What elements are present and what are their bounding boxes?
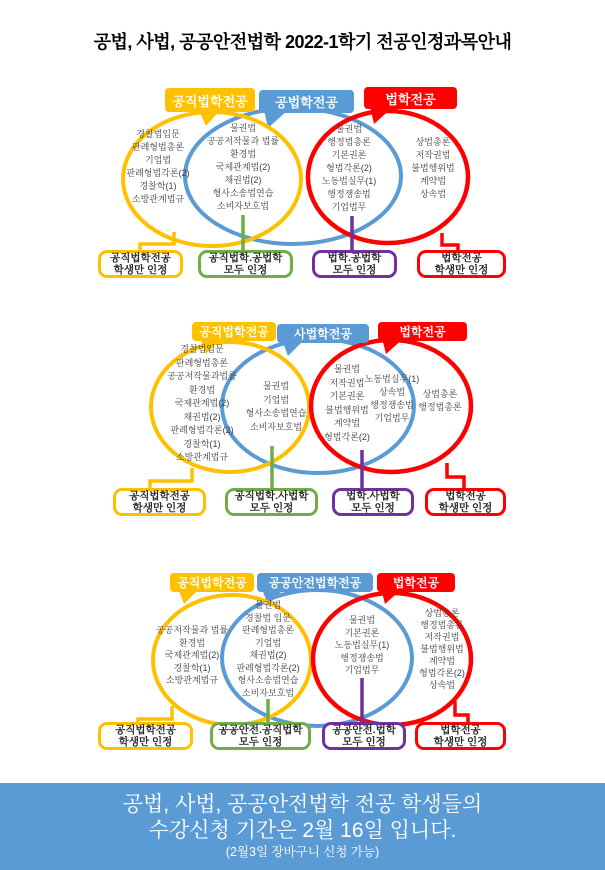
course-item: 물권법 (333, 364, 361, 374)
d1-note-beophak-only (417, 250, 506, 278)
note-line: 법학전공 (440, 723, 481, 736)
note-line: 공공안전.공직법학 (218, 723, 303, 736)
d3-note-gongjik-only (98, 722, 193, 750)
course-item: 물권법 (254, 600, 282, 610)
course-item: 소방관계법규 (175, 452, 229, 462)
course-item: 판례형법총론 (241, 625, 295, 635)
course-item: 소방관계법규 (131, 194, 185, 204)
course-item: 기업법 (144, 155, 172, 165)
d2-courses-middle-right-overlap-a (324, 363, 370, 444)
d3-note-beophak-only (415, 722, 506, 750)
course-item: 물권법 (262, 381, 290, 391)
d3-courses-right-only (419, 607, 465, 691)
banner-line-1: 공법, 사법, 공공안전법학 전공 학생들의 (122, 793, 483, 816)
course-item: 형사소송법연습 (245, 408, 307, 418)
d3-courses-middle-right-overlap (335, 614, 389, 677)
note-line: 법학전공 (441, 251, 482, 264)
d2-header-gongjik: 공직법학전공 (192, 322, 276, 341)
course-item: 행정법총론 (418, 402, 462, 412)
note-line: 법학.사법학 (346, 489, 400, 502)
course-item: 경찰학(1) (139, 181, 177, 191)
course-item: 행정법총론 (327, 137, 371, 147)
d2-header-sabeop: 사법학전공 (277, 324, 369, 343)
d3-courses-left-only (156, 624, 228, 687)
course-item: 경찰법입문 (180, 344, 224, 354)
note-line: 모두 인정 (332, 264, 377, 276)
note-line: 학생만 인정 (113, 264, 168, 276)
note-line: 공직법학.사법학 (234, 489, 309, 502)
course-item: 판례형법총론 (175, 357, 229, 368)
d2-header-beophak: 법학전공 (378, 322, 467, 341)
course-item: 환경법 (229, 149, 257, 159)
course-item: 계약법 (419, 176, 447, 186)
d1-gold-connector (140, 232, 174, 252)
d1-note-gongjik-only (98, 250, 183, 278)
course-item: 불법행위법 (411, 163, 455, 173)
note-line: 모두 인정 (238, 736, 283, 748)
d2-courses-left-only (167, 343, 237, 465)
page-title: 공법, 사법, 공공안전법학 2022-1학기 전공인정과목안내 (93, 32, 512, 52)
course-item: 국제관계법(2) (164, 650, 220, 660)
d3-courses-left-middle-overlap (236, 599, 299, 699)
d3-note-both-left (210, 722, 311, 750)
course-item: 노동법실무(1) (334, 640, 390, 650)
course-item: 공공저작물과법률 (167, 371, 237, 381)
course-item: 불법행위법 (325, 404, 369, 415)
d2-gold-connector (150, 468, 192, 490)
d1-note-both-right (312, 250, 397, 278)
note-line: 공직법학.공법학 (208, 251, 283, 264)
d1-courses-left-middle-overlap (207, 122, 279, 213)
course-item: 상속법 (419, 189, 447, 199)
course-item: 소비자보호법 (241, 687, 295, 698)
course-item: 물권법 (229, 123, 257, 133)
d3-header-gonggong-anjeon: 공공안전법학전공 (257, 573, 373, 592)
course-item: 기업법 (262, 394, 290, 405)
d2-note-beophak-only (425, 488, 506, 516)
course-item: 국제관계법(2) (215, 162, 271, 172)
course-item: 형법각론(2) (419, 668, 465, 678)
course-item: 판례형법각론(2) (170, 425, 234, 435)
d2-courses-right-only (418, 388, 461, 414)
course-item: 소비자보호법 (216, 201, 270, 211)
course-item: 형사소송법연습 (212, 188, 274, 198)
note-line: 공직법학전공 (129, 489, 190, 502)
d1-note-both-left (198, 250, 293, 278)
course-item: 계약법 (333, 418, 361, 428)
course-item: 기본권론 (344, 627, 380, 638)
d1-header-gongjik: 공직법학전공 (165, 88, 255, 112)
note-line: 모두 인정 (351, 502, 395, 514)
course-item: 채권법(2) (224, 175, 262, 185)
course-item: 채권법(2) (249, 650, 287, 660)
course-item: 물권법 (348, 615, 376, 625)
note-line: 모두 인정 (249, 502, 294, 514)
d3-header-gongjik: 공직법학전공 (170, 573, 254, 592)
note-line: 공직법학전공 (110, 251, 171, 264)
note-line: 학생만 인정 (434, 264, 489, 276)
note-line: 모두 인정 (342, 736, 386, 748)
d1-courses-middle-right-overlap (322, 123, 376, 214)
banner-line-3: (2월3일 장바구니 신청 가능) (225, 845, 380, 859)
course-item: 행정쟁송법 (327, 189, 371, 199)
note-line: 학생만 인정 (433, 736, 488, 748)
course-item: 경찰학(1) (173, 662, 211, 673)
course-item: 물권법 (335, 124, 363, 134)
note-line: 법학.공법학 (327, 251, 382, 264)
d3-header-beophak: 법학전공 (377, 573, 455, 592)
banner (0, 783, 605, 870)
note-line: 학생만 인정 (118, 736, 173, 748)
course-item: 상속법 (378, 387, 406, 397)
note-line: 공직법학전공 (115, 723, 176, 736)
d2-courses-left-middle-overlap (246, 380, 307, 434)
banner-line-2: 수강신청 기간은 2월 16일 입니다. (148, 819, 457, 842)
course-item: 기업법무 (374, 413, 410, 423)
course-item: 형사소송법연습 (237, 675, 299, 685)
course-item: 상속법 (428, 680, 456, 690)
course-item: 노동법실무(1) (364, 374, 420, 384)
d2-note-both-right (332, 488, 414, 516)
course-item: 판례형법총론 (131, 142, 185, 152)
course-item: 기업법무 (331, 202, 367, 212)
course-item: 형법각론(2) (326, 163, 372, 173)
course-item: 환경법 (188, 384, 216, 395)
course-item: 행정쟁송법 (340, 652, 384, 663)
course-item: 노동법실무(1) (321, 176, 377, 186)
course-item: 상법총론 (422, 389, 458, 399)
course-item: 공공저작물과 법률 (155, 625, 229, 635)
course-item: 채권법(2) (183, 411, 221, 422)
course-item: 형법각론(2) (324, 431, 370, 442)
course-item: 경찰학(1) (183, 438, 221, 449)
course-item: 저작권법 (415, 150, 451, 160)
course-item: 판례형법각론(2) (236, 662, 300, 673)
course-item: 불법행위법 (420, 644, 464, 654)
d1-courses-right-only (411, 136, 454, 201)
note-line: 학생만 인정 (438, 502, 493, 514)
d2-courses-middle-right-overlap-b (365, 373, 419, 425)
course-item: 소방관계법규 (165, 675, 219, 685)
d3-note-both-right (322, 722, 406, 750)
course-item: 계약법 (428, 656, 456, 666)
course-item: 소비자보호법 (249, 421, 303, 432)
course-item: 상법총론 (415, 137, 451, 147)
course-item: 기본권론 (331, 150, 367, 160)
note-line: 법학전공 (445, 489, 486, 502)
note-line: 공공안전.법학 (332, 723, 396, 736)
d1-courses-left-only (126, 128, 189, 206)
d1-header-gongbeop: 공법학전공 (259, 90, 354, 113)
course-item: 행정법총론 (420, 620, 464, 630)
course-item: 환경법 (178, 637, 206, 648)
course-item: 기본권론 (329, 391, 365, 401)
course-item: 경찰법 입문 (245, 612, 291, 623)
d2-note-both-left (225, 488, 318, 516)
course-item: 기업법무 (344, 665, 380, 675)
d2-note-gongjik-only (113, 488, 206, 516)
course-item: 저작권법 (329, 377, 365, 388)
course-item: 행정쟁송법 (370, 400, 414, 410)
course-item: 공공저작물과 법률 (206, 136, 280, 146)
course-item: 판례형법각론(2) (126, 168, 190, 178)
d2-red-connector (447, 463, 464, 490)
course-item: 상법총론 (424, 608, 460, 618)
course-item: 저작권법 (424, 632, 460, 642)
course-item: 국제관계법(2) (174, 398, 230, 408)
note-line: 학생만 인정 (132, 502, 187, 514)
course-item: 기업법 (254, 637, 282, 648)
course-item: 경찰법입문 (136, 129, 180, 139)
d1-header-beophak: 법학전공 (364, 87, 457, 109)
note-line: 모두 인정 (223, 264, 268, 276)
